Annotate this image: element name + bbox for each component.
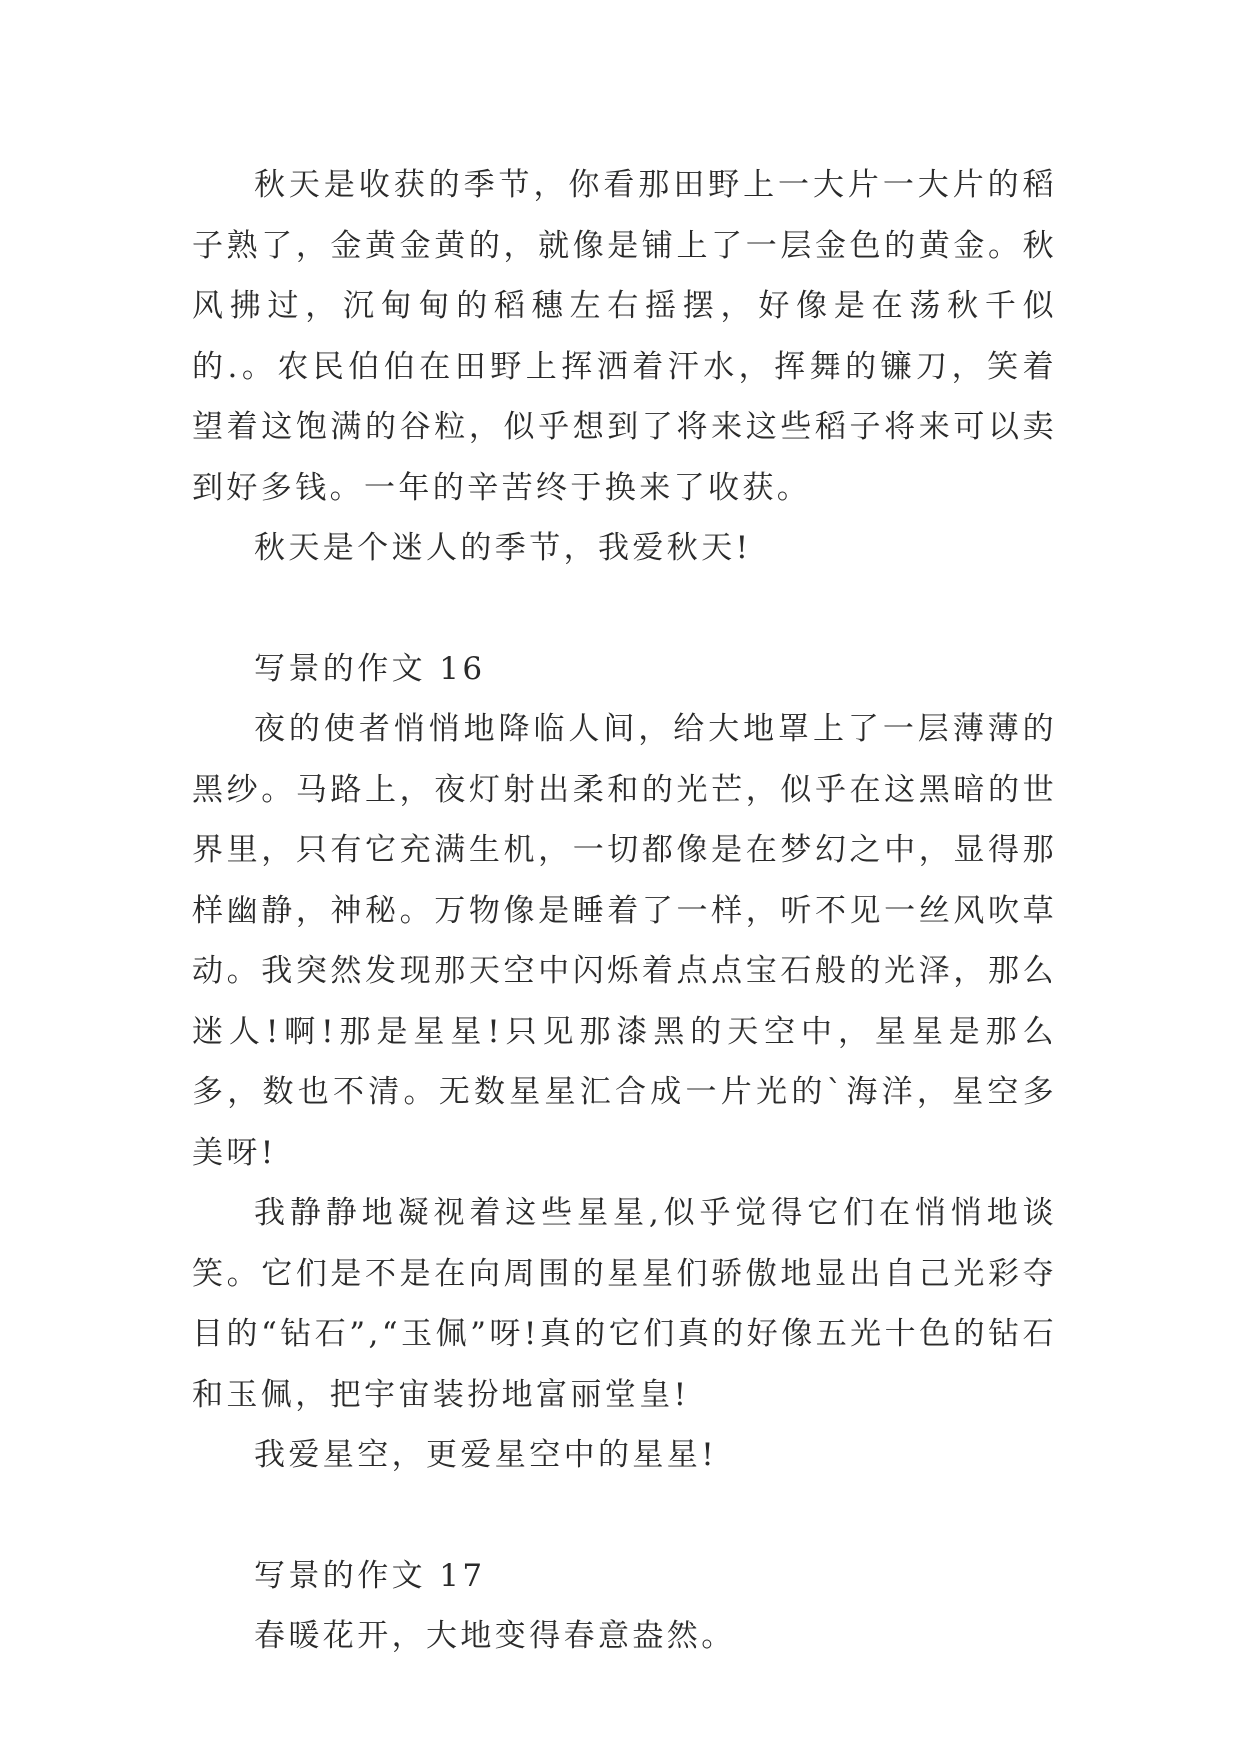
paragraph: 秋天是个迷人的季节，我爱秋天!: [254, 530, 752, 566]
paragraph: 春暖花开，大地变得春意盎然。: [254, 1618, 736, 1654]
paragraph: 我静静地凝视着这些星星,似乎觉得它们在悄悄地谈笑。它们是不是在向周围的星星们骄傲地显出自己光彩夺目的“钻石”,“玉佩”呀!真的它们真的好像五光十色的钻石和玉佩，把宇宙装扮地富丽堂皇!: [192, 1195, 1057, 1413]
essay-heading-16: 写景的作文 16: [254, 650, 486, 687]
paragraph: 夜的使者悄悄地降临人间，给大地罩上了一层薄薄的黑纱。马路上，夜灯射出柔和的光芒，似乎在这黑暗的世界里，只有它充满生机，一切都像是在梦幻之中，显得那样幽静，神秘。万物像是睡着了一样，听不见一丝风吹草动。我突然发现那天空中闪烁着点点宝石般的光泽，那么迷人!啊!那是星星!只见那漆黑的天空中，星星是那么多，数也不清。无数星星汇合成一片光的`海洋，星空多美呀!: [192, 711, 1057, 1171]
essay-heading-17: 写景的作文 17: [254, 1557, 486, 1594]
paragraph: 我爱星空，更爱星空中的星星!: [254, 1437, 718, 1473]
document-body: [192, 155, 1057, 1667]
paragraph: 秋天是收获的季节，你看那田野上一大片一大片的稻子熟了，金黄金黄的，就像是铺上了一层金色的黄金。秋风拂过，沉甸甸的稻穗左右摇摆，好像是在荡秋千似的.。农民伯伯在田野上挥洒着汗水，挥舞的镰刀，笑着望着这饱满的谷粒，似乎想到了将来这些稻子将来可以卖到好多钱。一年的辛苦终于换来了收获。: [192, 167, 1057, 506]
